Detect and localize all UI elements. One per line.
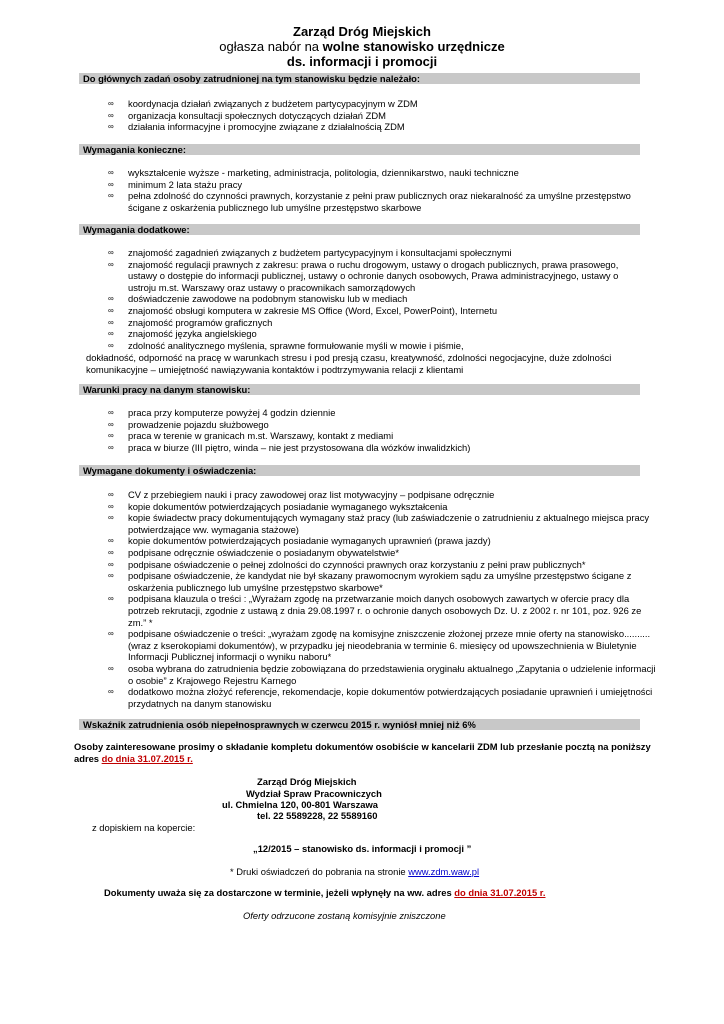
- required-list: [108, 167, 648, 213]
- subtitle-bold: wolne stanowisko urzędnicze: [322, 39, 505, 54]
- bullet-icon: ∞: [108, 317, 114, 327]
- section-heading-duties: Do głównych zadań osoby zatrudnionej na tym stanowisku będzie należało:: [79, 73, 640, 84]
- list-item: [108, 535, 656, 547]
- bullet-icon: ∞: [108, 513, 114, 523]
- rejected-offers-note: Oferty odrzucone zostaną komisyjnie zniszczone: [243, 910, 446, 921]
- bullet-icon: ∞: [108, 294, 114, 304]
- deadline-note: [104, 887, 546, 899]
- section-heading-documents: Wymagane dokumenty i oświadczenia:: [79, 465, 640, 476]
- website-link[interactable]: www.zdm.waw.pl: [408, 866, 480, 877]
- address-line-3: ul. Chmielna 120, 00-801 Warszawa: [222, 799, 378, 810]
- list-item: [108, 179, 648, 191]
- list-item: [108, 247, 648, 259]
- list-item-text: znajomość zagadnień związanych z budżetem partycypacyjnym i konsultacjami społecznymi: [128, 247, 512, 258]
- bullet-icon: ∞: [108, 490, 114, 499]
- additional-tail-text: dokładność, odporność na pracę w warunkach stresu i pod presją czasu, kreatywność, zdolności negocjacyjne, duże zdolności komunikacyjne – umiejętność nawiązywania kontaktów i podtrzymywania relacji z klientami: [86, 352, 612, 375]
- employment-index-bar: Wskaźnik zatrudnienia osób niepełnosprawnych w czerwcu 2015 r. wyniósł mniej niż 6%: [79, 719, 640, 730]
- list-item-text: praca w biurze (III piętro, winda – nie jest przystosowana dla wózków inwalidzkich): [128, 441, 471, 453]
- list-item: [108, 317, 648, 329]
- submission-deadline: do dnia 31.07.2015 r.: [101, 752, 193, 764]
- bullet-icon: ∞: [108, 663, 114, 673]
- address-line-1: Zarząd Dróg Miejskich: [257, 776, 357, 787]
- list-item: [108, 167, 648, 179]
- bullet-icon: ∞: [108, 179, 114, 189]
- list-item-text: praca w terenie w granicach m.st. Warszawy, kontakt z mediami: [128, 430, 394, 442]
- bullet-icon: ∞: [108, 594, 114, 604]
- list-item: [108, 547, 656, 559]
- page-subtitle: [0, 39, 724, 54]
- list-item-text: znajomość języka angielskiego: [128, 328, 257, 340]
- list-item: [108, 305, 648, 317]
- list-item: [108, 407, 648, 419]
- list-item-text: podpisane odręcznie oświadczenie o posiadanym obywatelstwie*: [128, 546, 399, 558]
- list-item-text: wykształcenie wyższe - marketing, administracja, politologia, dziennikarstwo, nauki techniczne: [128, 167, 519, 178]
- submission-request-text: Osoby zainteresowane prosimy o składanie kompletu dokumentów osobiście w kancelarii ZDM lub przesłanie pocztą na poniższy adres: [74, 741, 651, 764]
- address-line-2: Wydział Spraw Pracowniczych: [246, 788, 382, 799]
- bullet-icon: ∞: [108, 536, 114, 546]
- list-item: [108, 419, 648, 431]
- list-item: [108, 570, 656, 593]
- position-title: ds. informacji i promocji: [286, 54, 438, 69]
- list-item: [108, 430, 648, 442]
- envelope-label: z dopiskiem na kopercie:: [92, 822, 196, 833]
- section-heading-additional: Wymagania dodatkowe:: [79, 224, 640, 235]
- list-item: [108, 628, 656, 663]
- bullet-icon: ∞: [108, 571, 114, 581]
- list-item: [108, 442, 648, 454]
- list-item-text: praca przy komputerze powyżej 4 godzin dziennie: [128, 407, 336, 418]
- bullet-icon: ∞: [108, 340, 114, 350]
- list-item: [108, 663, 656, 686]
- list-item-text: podpisane oświadczenie o treści: „wyrażam zgodę na komisyjne zniszczenie złożonej przeze mnie oferty na stanowisko..........(wraz z kserokopiami dokumentów), w przypadku jej nieodebrania w terminie 6. miesięcy od upowszechnienia w Biuletynie Informacji Publicznej informacji o wyniku naboru*: [128, 628, 651, 663]
- bullet-icon: ∞: [108, 305, 114, 315]
- list-item-text: pełna zdolność do czynności prawnych, korzystanie z pełni praw publicznych oraz niekaralność za umyślne przestępstwo ścigane z oskarżenia publicznego lub umyślne przestępstwo skarbowe: [128, 190, 631, 213]
- bullet-icon: ∞: [108, 431, 114, 441]
- list-item-text: podpisane oświadczenie o pełnej zdolności do czynności prawnych oraz korzystaniu z pełni praw publicznych*: [128, 558, 586, 570]
- list-item-text: organizacja konsultacji społecznych dotyczących działań ZDM: [128, 109, 386, 121]
- list-item: [108, 340, 648, 352]
- submission-request: [74, 741, 654, 764]
- bullet-icon: ∞: [108, 442, 114, 452]
- list-item: [108, 512, 656, 535]
- list-item-text: CV z przebiegiem nauki i pracy zawodowej oraz list motywacyjny – podpisane odręcznie: [128, 489, 495, 500]
- list-item: [108, 489, 656, 501]
- bullet-icon: ∞: [108, 419, 114, 429]
- bullet-icon: ∞: [108, 248, 114, 257]
- list-item: [108, 593, 656, 628]
- list-item-text: znajomość regulacji prawnych z zakresu: prawa o ruchu drogowym, ustawy o drogach publicznych, prawa prasowego, ustawy o dostępie do informacji publicznej, ustawy o ochronie danych osobowych, Prawa administracyjnego, ustawy o ustroju m.st. Warszawy oraz ustawy o pracownikach samorządowych: [128, 258, 619, 293]
- list-item-text: znajomość programów graficznych: [128, 316, 273, 328]
- list-item-text: doświadczenie zawodowe na podobnym stanowisku lub w mediach: [128, 293, 408, 305]
- envelope-text: „12/2015 – stanowisko ds. informacji i promocji ”: [253, 843, 472, 854]
- list-item: [108, 110, 648, 122]
- bullet-icon: ∞: [108, 329, 114, 339]
- list-item: [108, 121, 648, 133]
- list-item: [108, 98, 648, 110]
- list-item: [108, 501, 656, 513]
- duties-list: [108, 98, 648, 133]
- bullet-icon: ∞: [108, 559, 114, 569]
- list-item: [108, 328, 648, 340]
- page-title: Zarząd Dróg Miejskich: [293, 24, 431, 39]
- downloads-note-text: * Druki oświadczeń do pobrania na stronie: [230, 866, 409, 877]
- list-item-text: koordynacja działań związanych z budżetem partycypacyjnym w ZDM: [128, 98, 418, 109]
- list-item-text: działania informacyjne i promocyjne związane z działalnością ZDM: [128, 121, 405, 133]
- list-item-text: dodatkowo można złożyć referencje, rekomendacje, kopie dokumentów potwierdzających posiadanie uprawnień i umiejętności przydatnych na danym stanowisku: [128, 686, 653, 709]
- bullet-icon: ∞: [108, 408, 114, 417]
- list-item: [108, 293, 648, 305]
- section-heading-required: Wymagania konieczne:: [79, 144, 640, 155]
- list-item-text: podpisane oświadczenie, że kandydat nie był skazany prawomocnym wyrokiem sądu za umyślne przestępstwo ścigane z oskarżenia publicznego lub umyślne przestępstwo skarbowe*: [128, 570, 632, 593]
- subtitle-prefix: ogłasza nabór na: [219, 39, 323, 54]
- bullet-icon: ∞: [108, 110, 114, 120]
- documents-list: [108, 489, 656, 709]
- bullet-icon: ∞: [108, 687, 114, 697]
- deadline-note-text: Dokumenty uważa się za dostarczone w terminie, jeżeli wpłynęły na ww. adres: [104, 887, 455, 898]
- section-heading-conditions: Warunki pracy na danym stanowisku:: [79, 384, 640, 395]
- list-item: [108, 259, 648, 294]
- bullet-icon: ∞: [108, 99, 114, 108]
- list-item-text: kopie świadectw pracy dokumentujących wymagany staż pracy (lub zaświadczenie o zatrudnieniu z aktualnego miejsca pracy potwierdzające ww. wymagania stażowe): [128, 512, 650, 535]
- bullet-icon: ∞: [108, 547, 114, 557]
- bullet-icon: ∞: [108, 259, 114, 269]
- list-item-text: osoba wybrana do zatrudnienia będzie zobowiązana do przedstawienia oryginału aktualnego „Zapytania o udzielenie informacji o osobie” z Krajowego Rejestru Karnego: [128, 662, 656, 686]
- conditions-list: [108, 407, 648, 453]
- downloads-note: [230, 866, 479, 878]
- bullet-icon: ∞: [108, 122, 114, 132]
- deadline-note-date: do dnia 31.07.2015 r.: [454, 887, 546, 898]
- list-item: [108, 190, 648, 213]
- additional-list: [108, 247, 648, 351]
- address-line-4: tel. 22 5589228, 22 5589160: [257, 810, 378, 821]
- list-item-text: kopie dokumentów potwierdzających posiadanie wymaganego wykształcenia: [128, 500, 448, 512]
- bullet-icon: ∞: [108, 629, 114, 639]
- list-item: [108, 686, 656, 709]
- list-item-text: prowadzenie pojazdu służbowego: [128, 418, 269, 430]
- bullet-icon: ∞: [108, 191, 114, 201]
- list-item-text: zdolność analitycznego myślenia, sprawne formułowanie myśli w mowie i piśmie,: [128, 339, 464, 351]
- list-item-text: minimum 2 lata stażu pracy: [128, 178, 243, 190]
- list-item-text: podpisana klauzula o treści : „Wyrażam zgodę na przetwarzanie moich danych osobowych zawartych w ofercie pracy dla potrzeb rekrutacji, zgodnie z ustawą z dnia 29.08.1997 r. o ochronie danych osobowych Dz. U. z 2002 r. nr 101, poz. 926 ze zm.” *: [128, 593, 642, 628]
- list-item-text: kopie dokumentów potwierdzających posiadanie wymaganych uprawnień (prawa jazdy): [128, 535, 491, 547]
- list-item: [108, 559, 656, 571]
- list-item-text: znajomość obsługi komputera w zakresie MS Office (Word, Excel, PowerPoint), Internetu: [128, 304, 498, 316]
- bullet-icon: ∞: [108, 168, 114, 177]
- bullet-icon: ∞: [108, 501, 114, 511]
